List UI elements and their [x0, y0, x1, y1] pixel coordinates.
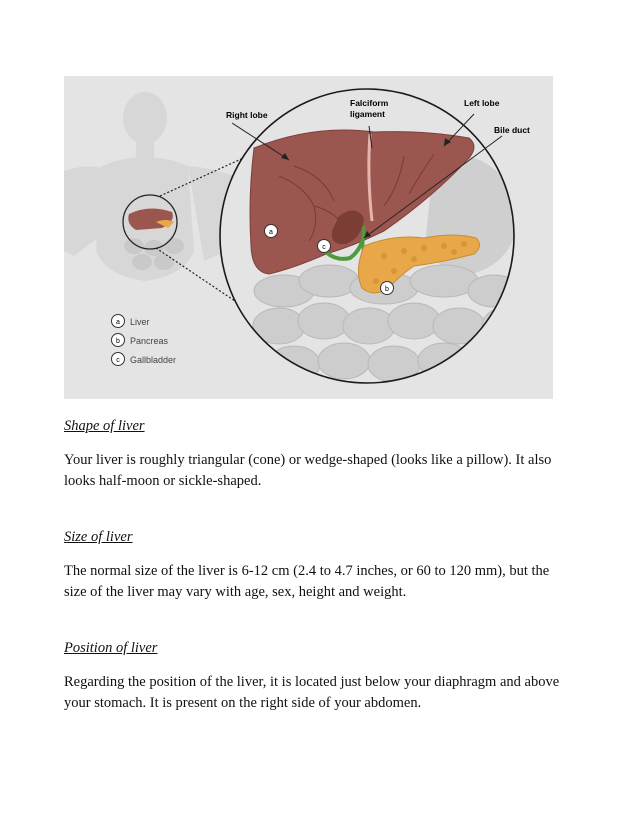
- label-falciform-line1: Falciform: [350, 98, 389, 108]
- label-left-lobe: Left lobe: [464, 98, 500, 108]
- paragraph-line: The normal size of the liver is 6-12 cm (2.4 to 4.7 inches, or 60 to 120 mm), but the: [64, 563, 550, 579]
- marker-c: [318, 240, 331, 253]
- section-paragraph-shape: [64, 450, 564, 492]
- section-paragraph-size: [64, 561, 564, 603]
- marker-c-text: c: [322, 244, 326, 251]
- legend-label: Liver: [130, 317, 150, 327]
- legend-item-pancreas: [112, 334, 169, 347]
- paragraph-line: looks half-moon or sickle-shaped.: [64, 473, 262, 489]
- label-falciform-line2: ligament: [350, 109, 385, 119]
- section-heading-position: Position of liver: [64, 640, 158, 656]
- liver-anatomy-figure: [64, 76, 553, 399]
- marker-a: [265, 225, 278, 238]
- legend-key: c: [116, 357, 120, 364]
- label-bile-duct: Bile duct: [494, 125, 530, 135]
- legend-key: a: [116, 319, 120, 326]
- legend-item-liver: [112, 315, 150, 328]
- paragraph-line: Regarding the position of the liver, it is located just below your diaphragm and above: [64, 674, 560, 690]
- section-heading-size: Size of liver: [64, 529, 133, 545]
- paragraph-line: Your liver is roughly triangular (cone) or wedge-shaped (looks like a pillow). It also: [64, 452, 552, 468]
- section-paragraph-position: [64, 672, 564, 714]
- section-heading-shape: Shape of liver: [64, 418, 145, 434]
- legend-label: Gallbladder: [130, 355, 177, 365]
- legend-label: Pancreas: [130, 336, 169, 346]
- paragraph-line: your stomach. It is present on the right side of your abdomen.: [64, 695, 422, 711]
- paragraph-line: size of the liver may vary with age, sex, height and weight.: [64, 584, 407, 600]
- marker-b: [381, 282, 394, 295]
- legend-item-gallbladder: [112, 353, 177, 366]
- label-right-lobe: Right lobe: [226, 110, 268, 120]
- liver-anatomy-illustration: [64, 76, 553, 399]
- marker-a-text: a: [269, 229, 273, 236]
- legend-key: b: [116, 338, 120, 345]
- legend: [112, 315, 177, 366]
- marker-b-text: b: [385, 286, 389, 293]
